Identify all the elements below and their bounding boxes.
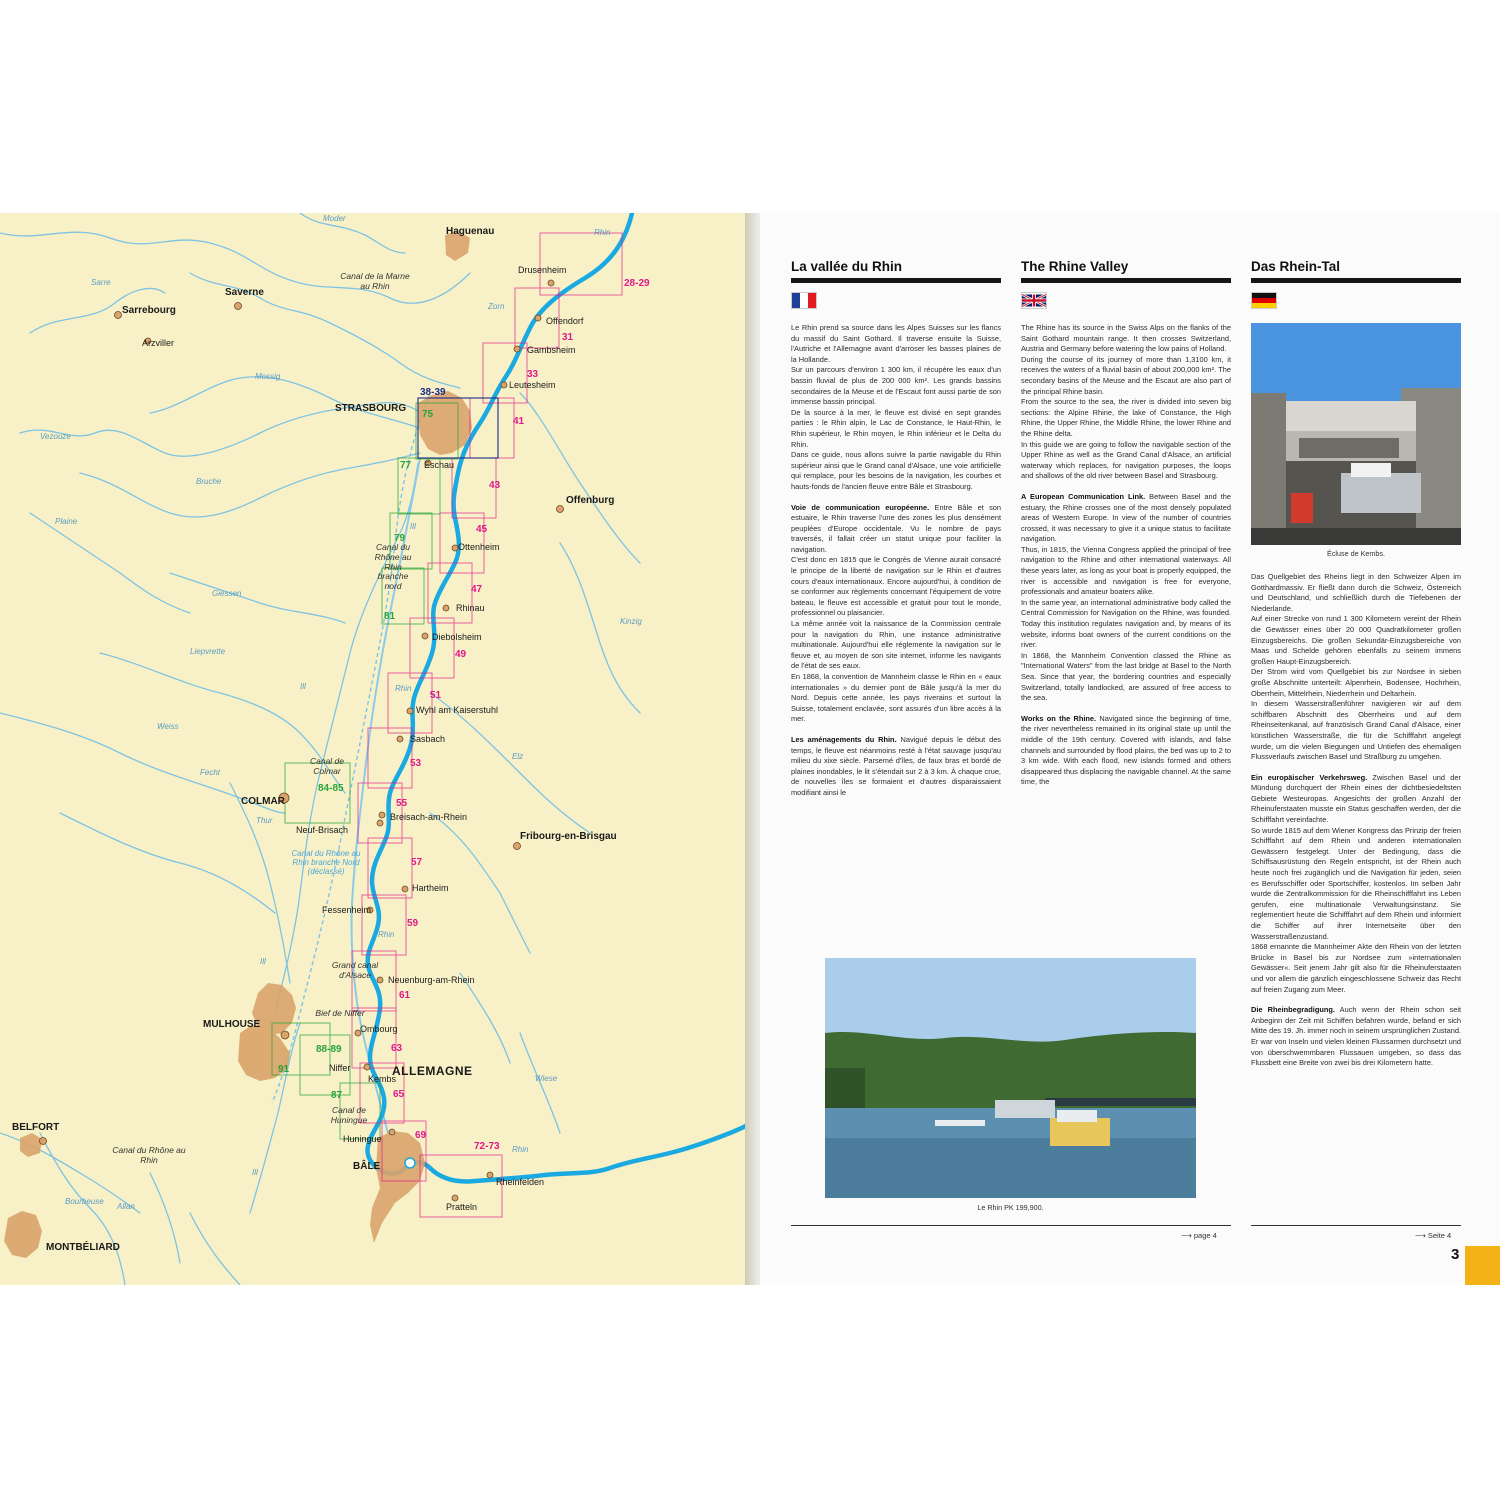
label-canal-huningue: Canal de Huningue <box>330 1105 368 1125</box>
label-haguenau: Haguenau <box>446 226 495 237</box>
paragraph <box>1021 714 1231 788</box>
page-ref-de[interactable] <box>1415 1231 1451 1240</box>
lock-photo-graphic <box>1251 323 1461 545</box>
page-ref-fr-en[interactable] <box>1181 1231 1217 1240</box>
label-belfort: BELFORT <box>12 1122 60 1133</box>
paragraph <box>1021 598 1231 651</box>
paragraph-text: Auf einer Strecke von rund 1 300 Kilometern vereint der Rhein die Gewässer eines über 20 000 Quadratkilometer großen Einzugsbereichs. Die großen Sekundär-Einzugsbereiche von Maas und Schelde gehören ebenfalls zu seinem immens großen Haupt-Einzugsbereich. <box>1251 614 1461 666</box>
open-book-spread <box>0 213 1500 1285</box>
label-ill-4: Ill <box>252 1168 258 1177</box>
paragraph <box>1021 651 1231 704</box>
uk-flag-graphic <box>1022 293 1046 308</box>
label-canal-colmar: Canal de Colmar <box>309 756 345 776</box>
ref-79: 79 <box>394 533 406 544</box>
ref-33: 33 <box>527 369 539 380</box>
label-ottenheim: Ottenheim <box>458 542 500 552</box>
label-sasbach: Sasbach <box>410 734 446 744</box>
label-moder: Moder <box>323 214 346 223</box>
paragraph <box>791 408 1001 450</box>
label-offendorf: Offendorf <box>546 316 584 326</box>
label-ill-1: Ill <box>300 682 306 691</box>
label-canal-rhone-rhin: Canal du Rhône au Rhin <box>112 1145 186 1165</box>
label-zorn: Zorn <box>488 302 505 311</box>
paragraph-text: Le Rhin prend sa source dans les Alpes Suisses sur les flancs du massif du Saint Gothard. Il traverse ensuite la Suisse, l'Autriche et l'Allemagne avant d'arroser les basses plaines de la Hollande. <box>791 323 1001 364</box>
paragraph <box>1021 397 1231 439</box>
ref-55: 55 <box>396 798 408 809</box>
page-ref-label: Seite 4 <box>1427 1231 1452 1240</box>
paragraph-text: The Rhine has its source in the Swiss Alps on the flanks of the Saint Gothard mountain range. It then crosses Switzerland, Austria and Germany before watering the low pains of Holland. <box>1021 323 1231 354</box>
label-canal-rhone-rhin-nord: Canal du Rhône au Rhin branche nord <box>374 542 412 592</box>
label-rhinau: Rhinau <box>456 603 485 613</box>
label-mossig: Mossig <box>255 372 281 381</box>
urban-areas <box>4 231 472 1258</box>
label-bruche: Bruche <box>196 477 222 486</box>
arrow-right-icon: ⟶ <box>1415 1231 1426 1240</box>
paragraph-text: Thus, in 1815, the Vienna Congress applied the principal of free navigation to the Rhine and other international waterways. All these years later, as long as your boat is properly equipped, the river is accessible and navigation is free for everyone, professionals and amateur boaters alike. <box>1021 544 1231 597</box>
rhine-river-photo <box>825 958 1196 1198</box>
label-rhin-3: Rhin <box>378 930 395 939</box>
paragraph-text: En 1868, la convention de Mannheim classe le Rhin en « eaux internationales » du dernier pont de Bâle jusqu'à la mer du Nord. Depuis cette année, les pays riverains et surtout la Suisse, totalement enclavée, sont assurés d'un libre accès à la mer. <box>791 672 1001 724</box>
paragraph-text: In diesem Wasserstraßenführer navigieren wir auf dem schiffbaren Abschnitt des Oberrheins und auf dem Rheinseitenkanal, auf französisch Grand Canal d'Alsace, einer künstlichen Wasserstraße, die für die Schifffahrt angelegt wurde, um die vielen Biegungen und Untiefen des ehemaligen Flussverlaufs zwischen Basel und Straßburg zu umgehen. <box>1251 699 1461 762</box>
paragraph <box>791 365 1001 407</box>
label-montbeliard: MONTBÉLIARD <box>46 1242 120 1253</box>
paragraph-text: 1868 ernannte die Mannheimer Akte den Rhein von der letzten Brücke in Basel bis zur Nordsee zum »internationalen Gewässer«. Seit jenem Jahr gilt also für die Rheinuferstaaten und vor allem die gänzlich eingeschlossene Schweiz das Recht auf freien Zugang zum Meer. <box>1251 942 1461 994</box>
paragraph <box>791 503 1001 556</box>
ref-49: 49 <box>455 649 467 660</box>
label-diebolsheim: Diebolsheim <box>432 632 482 642</box>
ref-38-39: 38-39 <box>420 387 446 398</box>
paragraph-text: Dans ce guide, nous allons suivre la partie navigable du Rhin supérieur ainsi que le Grand canal d'Alsace, une voie artificielle qui remplace, pour les besoins de la navigation, les courbes et hauts-fonds de l'ancien fleuve entre Bâle et Strasbourg. <box>791 450 1001 491</box>
label-wyhl: Wyhl am Kaiserstuhl <box>416 705 498 715</box>
ref-77: 77 <box>400 460 412 471</box>
label-weiss: Weiss <box>157 722 179 731</box>
title-rule <box>791 278 1001 283</box>
ref-75: 75 <box>422 409 434 420</box>
ref-51: 51 <box>430 690 442 701</box>
column-german-body <box>1251 572 1461 1069</box>
paragraph-text: La même année voit la naissance de la Commission centrale pour la navigation du Rhin, une instance administrative multinationale. Aujourd'hui elle réglemente la navigation sur le fleuve et, au moyen de son site internet, informe les navigants de l'état de ses eaux. <box>791 619 1001 671</box>
title-rule <box>1021 278 1231 283</box>
arrow-right-icon: ⟶ <box>1181 1231 1192 1240</box>
paragraph-text: C'est donc en 1815 que le Congrès de Vienne aurait consacré le principe de la liberté de navigation sur le Rhin et d'autres cours d'eaux internationaux. Encore aujourd'hui, à condition de se conformer aux règlements concernant l'équipement de votre bateau, le fleuve est accessible et gratuit pour tout le monde, professionnel ou plaisancier. <box>791 555 1001 618</box>
paragraph-text: Das Quellgebiet des Rheins liegt in den Schweizer Alpen im Gotthardmassiv. Er fließt dann durch die Schweiz, Österreich und Deutschland, und schließlich durch die Tiefebenen der Niederlande. <box>1251 572 1461 613</box>
label-grand-canal-alsace: Grand canal d'Alsace <box>331 960 379 980</box>
label-pratteln: Pratteln <box>446 1202 478 1212</box>
label-allan: Allan <box>117 1202 135 1211</box>
basel-marker <box>405 1158 415 1168</box>
paragraph-text: Zwischen Basel und der Mündung durchquert der Rhein eines der dichtbesiedeltsten Gebiete Westeuropas. Angesichts der großen Anzahl der Rheinuferstaaten musste ein Status geschaffen werden, der die Schifffahrt vereinfachte. <box>1251 772 1461 825</box>
paragraph-heading: A European Communication Link. <box>1021 491 1146 501</box>
paragraph-heading: Works on the Rhine. <box>1021 713 1097 723</box>
label-mulhouse: MULHOUSE <box>203 1019 261 1030</box>
paragraph-heading: Les aménagements du Rhin. <box>791 734 897 744</box>
column-body <box>1021 323 1231 788</box>
paragraph-text: Auch wenn der Rhein schon seit Anbeginn der Zeit mit Schiffen befahren wurde, befand er sich Mitte des 19. Jh. immer noch in seinem ursprünglichen Zustand. Er war von Inseln und vielen kleinen Flussarmen durchsetzt und von überschwemmbaren Flussauen umgeben, so dass das Flussbett eine Breite von zwei bis drei Kilometern hatte. <box>1251 1005 1462 1068</box>
label-liepvrette: Liepvrette <box>190 647 226 656</box>
lock-photo-caption: Écluse de Kembs. <box>1327 549 1385 558</box>
label-bale: BÂLE <box>353 1161 381 1172</box>
label-hartheim: Hartheim <box>412 883 449 893</box>
ref-69: 69 <box>415 1130 427 1141</box>
label-neuf-brisach: Neuf-Brisach <box>296 825 349 835</box>
river-photo-graphic <box>825 958 1196 1198</box>
label-rhin-2: Rhin <box>395 684 412 693</box>
column-body <box>791 323 1001 799</box>
france-flag-icon <box>791 292 817 309</box>
paragraph-heading: Die Rheinbegradigung. <box>1251 1005 1335 1015</box>
label-niffer: Niffer <box>329 1063 351 1073</box>
label-kembs: Kembs <box>368 1074 397 1084</box>
ref-57: 57 <box>411 857 423 868</box>
river-photo-caption: Le Rhin PK 199,900. <box>977 1203 1044 1212</box>
label-vezouze: Vezouze <box>40 432 71 441</box>
label-gambsheim: Gambsheim <box>527 345 576 355</box>
paragraph <box>1251 942 1461 995</box>
paragraph <box>791 450 1001 492</box>
label-colmar: COLMAR <box>241 796 285 807</box>
paragraph <box>791 672 1001 725</box>
ref-91: 91 <box>278 1064 290 1075</box>
paragraph <box>1251 614 1461 667</box>
footer-rule-right <box>1251 1225 1461 1226</box>
label-rheinfelden: Rheinfelden <box>496 1177 545 1187</box>
paragraph <box>1021 492 1231 545</box>
paragraph-text: Der Strom wird vom Quellgebiet bis zur Nordsee in sieben große Abschnitte unterteilt: Alpenrhein, Bodensee, Hochrhein, Oberrhein, Mittelrhein, Niederrhein und Deltarhein. <box>1251 667 1461 698</box>
column-title: La vallée du Rhin <box>791 259 903 274</box>
paragraph-heading: Ein europäischer Verkehrsweg. <box>1251 772 1368 782</box>
paragraph-text: Sur un parcours d'environ 1 300 km, il récupère les eaux d'un bassin fluvial de plus de 200 000 km². Les grands bassins secondaires de la Meuse et de l'Escaut font aussi partie de son immense bassin principal. <box>791 365 1001 407</box>
paragraph-heading: Voie de communication européenne. <box>791 502 930 512</box>
column-french <box>791 259 1001 799</box>
footer-rule-left <box>791 1225 1231 1226</box>
label-breisach: Breisach-am-Rhein <box>390 812 468 822</box>
paragraph-text: During the course of its journey of more than 1,3100 km, it receives the waters of a fluvial basin of about 200,000 km². The secondary basins of the Meuse and the Escaut are also part of the principal Rhine basin. <box>1021 354 1231 396</box>
ref-53: 53 <box>410 758 422 769</box>
column-english <box>1021 259 1231 788</box>
paragraph-text: Navigated since the beginning of time, the river nevertheless remained in its original state up until the middle of the 19th century. Covered with islands, and false channels and surrounded by flood plains, the bed was up to 2 to 3 km wide. With each flood, new islands formed and others disappeared thus displacing the navigable channel. At the same time, the <box>1021 713 1231 787</box>
paragraph-text: De la source à la mer, le fleuve est divisé en sept grandes parties : le Rhin alpin, le Lac de Constance, le Haut-Rhin, le Rhin supérieur, le Rhin moyen, le Rhin inférieur et le Delta du Rhin. <box>791 407 1001 449</box>
paragraph <box>1251 699 1461 763</box>
paragraph <box>1251 826 1461 943</box>
paragraph-text: In the same year, an international administrative body called the Central Commission for Navigation on the Rhine, was founded. Today this institution regulates navigation and, by means of its website, informs boat owners of the current conditions on the river. <box>1021 597 1231 650</box>
paragraph <box>791 619 1001 672</box>
label-fribourg: Fribourg-en-Brisgau <box>520 831 617 842</box>
paragraph-text: Entre Bâle et son estuaire, le Rhin traverse l'une des zones les plus densément peuplées d'Europe occidentale. Vu le nombre de pays traversés, il fallait créer un statut unique pour faciliter la navigation. <box>791 502 1002 554</box>
label-arzviller: Arzviller <box>142 338 175 348</box>
label-sarre: Sarre <box>91 278 111 287</box>
ref-61: 61 <box>399 990 411 1001</box>
label-fessenheim: Fessenheim <box>322 905 372 915</box>
paragraph <box>1021 355 1231 397</box>
paragraph <box>1251 1005 1461 1069</box>
page-ref-label: page 4 <box>1193 1231 1217 1240</box>
label-drusenheim: Drusenheim <box>518 265 567 275</box>
mulhouse-marker <box>281 1031 289 1039</box>
paragraph <box>1021 323 1231 355</box>
ref-59: 59 <box>407 918 419 929</box>
label-ombourg: Ombourg <box>360 1024 398 1034</box>
paragraph-text: So wurde 1815 auf dem Wiener Kongress das Prinzip der freien Schifffahrt auf dem Rhein und anderen internationalen Gewässern festgelegt. Unter der Bedingung, dass die Schiffsausrüstung den Regeln entspricht, ist der Rhein auch heute noch frei zugänglich und die Navigation für jeden, seien es Berufsschiffer oder Sportschiffer, kostenlos. Im selben Jahr wurde die Zentralkommission für die Rheinschifffahrt ins Leben gerufen, eine multinationale Verwaltungsinstanz. Sie reglementiert heute die Schifffahrt auf dem Rhein und informiert die Schiffer auf ihrer Internetseite über den Wasserstraßenzustand. <box>1251 825 1461 941</box>
label-neuenburg: Neuenburg-am-Rhein <box>388 975 475 985</box>
paragraph <box>1251 773 1461 826</box>
ref-28-29: 28-29 <box>624 278 650 289</box>
uk-flag-icon <box>1021 292 1047 309</box>
label-plaine: Plaine <box>55 517 78 526</box>
column-body <box>1251 572 1461 1069</box>
label-sarrebourg: Sarrebourg <box>122 305 176 316</box>
title-rule <box>1251 278 1461 283</box>
ref-84-85: 84-85 <box>318 783 344 794</box>
paragraph <box>1021 545 1231 598</box>
label-huningue: Huningue <box>343 1134 382 1144</box>
paragraph <box>1021 440 1231 482</box>
label-leutesheim: Leutesheim <box>509 380 556 390</box>
ref-47: 47 <box>471 584 483 595</box>
ref-43: 43 <box>489 480 501 491</box>
label-bourbeuse: Bourbeuse <box>65 1197 104 1206</box>
text-page <box>760 213 1500 1285</box>
ref-41: 41 <box>513 416 525 427</box>
column-title: The Rhine Valley <box>1021 259 1129 274</box>
page-number: 3 <box>1451 1246 1460 1263</box>
label-wiese: Wiese <box>535 1074 558 1083</box>
germany-flag-icon <box>1251 292 1277 309</box>
ref-31: 31 <box>562 332 574 343</box>
label-offenburg: Offenburg <box>566 495 615 506</box>
label-ill-2: Ill <box>410 522 416 531</box>
paragraph-text: In 1868, the Mannheim Convention classed the Rhine as "International Waters" from the last bridge at Basel to the North Sea. Since that year, the bordering countries and especially Switzerland, totally landlocked, are assured of free access to the sea. <box>1021 650 1231 703</box>
label-kinzig: Kinzig <box>620 617 642 626</box>
label-ill-3: Ill <box>260 957 266 966</box>
label-thur: Thur <box>256 816 273 825</box>
paragraph-text: In this guide we are going to follow the navigable section of the Upper Rhine as well as the Grand Canal d'Alsace, an artificial waterway which replaces, for navigation purposes, the loops and shallows of the old river between Basel and Strasbourg. <box>1021 439 1231 481</box>
paragraph <box>1251 667 1461 699</box>
paragraph <box>791 323 1001 365</box>
ref-81: 81 <box>384 611 396 622</box>
ref-72-73: 72-73 <box>474 1141 500 1152</box>
page-thumb-tab <box>1465 1246 1500 1285</box>
ref-63: 63 <box>391 1043 403 1054</box>
paragraph-text: Between Basel and the estuary, the Rhine crosses one of the most densely populated areas of Western Europe. In view of the number of countries crossed, it was necessary to give it a unique status to facilitate navigation. <box>1021 491 1231 544</box>
label-allemagne: ALLEMAGNE <box>392 1064 473 1078</box>
label-rhin-1: Rhin <box>594 228 611 237</box>
label-strasbourg: STRASBOURG <box>335 403 407 414</box>
map-page <box>0 213 750 1285</box>
ref-87: 87 <box>331 1090 343 1101</box>
label-rhin-4: Rhin <box>512 1145 529 1154</box>
column-title: Das Rhein-Tal <box>1251 259 1341 274</box>
label-bief-niffer: Bief de Niffer <box>315 1008 365 1018</box>
paragraph-text: Navigué depuis le début des temps, le fleuve est néanmoins resté à l'état sauvage jusqu'au milieu du xixe siècle. Parsemé d'îles, de faux bras et bordé de plaines inondables, le lit s'étendait sur 2 à 3 km. À chaque crue, de nouvelles îles se formaient et d'autres disparaissaient modifiant ainsi le <box>791 734 1001 797</box>
label-eschau: Eschau <box>424 460 455 470</box>
label-canal-rhone-rhin-declasse: Canal du Rhône au Rhin branche Nord (déclassé) <box>291 849 361 877</box>
paragraph-text: From the source to the sea, the river is divided into seven big sections: the Alpine Rhine, the lake of Constance, the High Rhine, the Upper Rhine, the Middle Rhine, the lower Rhine and the Rhine delta. <box>1021 397 1231 438</box>
column-german <box>1251 259 1461 309</box>
label-elz: Elz <box>512 752 524 761</box>
rhine-river <box>368 213 751 1181</box>
label-saverne: Saverne <box>225 287 264 298</box>
ref-88-89: 88-89 <box>316 1044 342 1055</box>
paragraph <box>791 555 1001 619</box>
label-giessen: Giessen <box>212 589 242 598</box>
paragraph <box>791 735 1001 799</box>
kembs-lock-photo <box>1251 323 1461 545</box>
ref-45: 45 <box>476 524 488 535</box>
label-canal-marne-rhin: Canal de la Marne au Rhin <box>340 271 410 291</box>
ref-65: 65 <box>393 1089 405 1100</box>
paragraph <box>1251 572 1461 614</box>
label-fecht: Fecht <box>200 768 221 777</box>
